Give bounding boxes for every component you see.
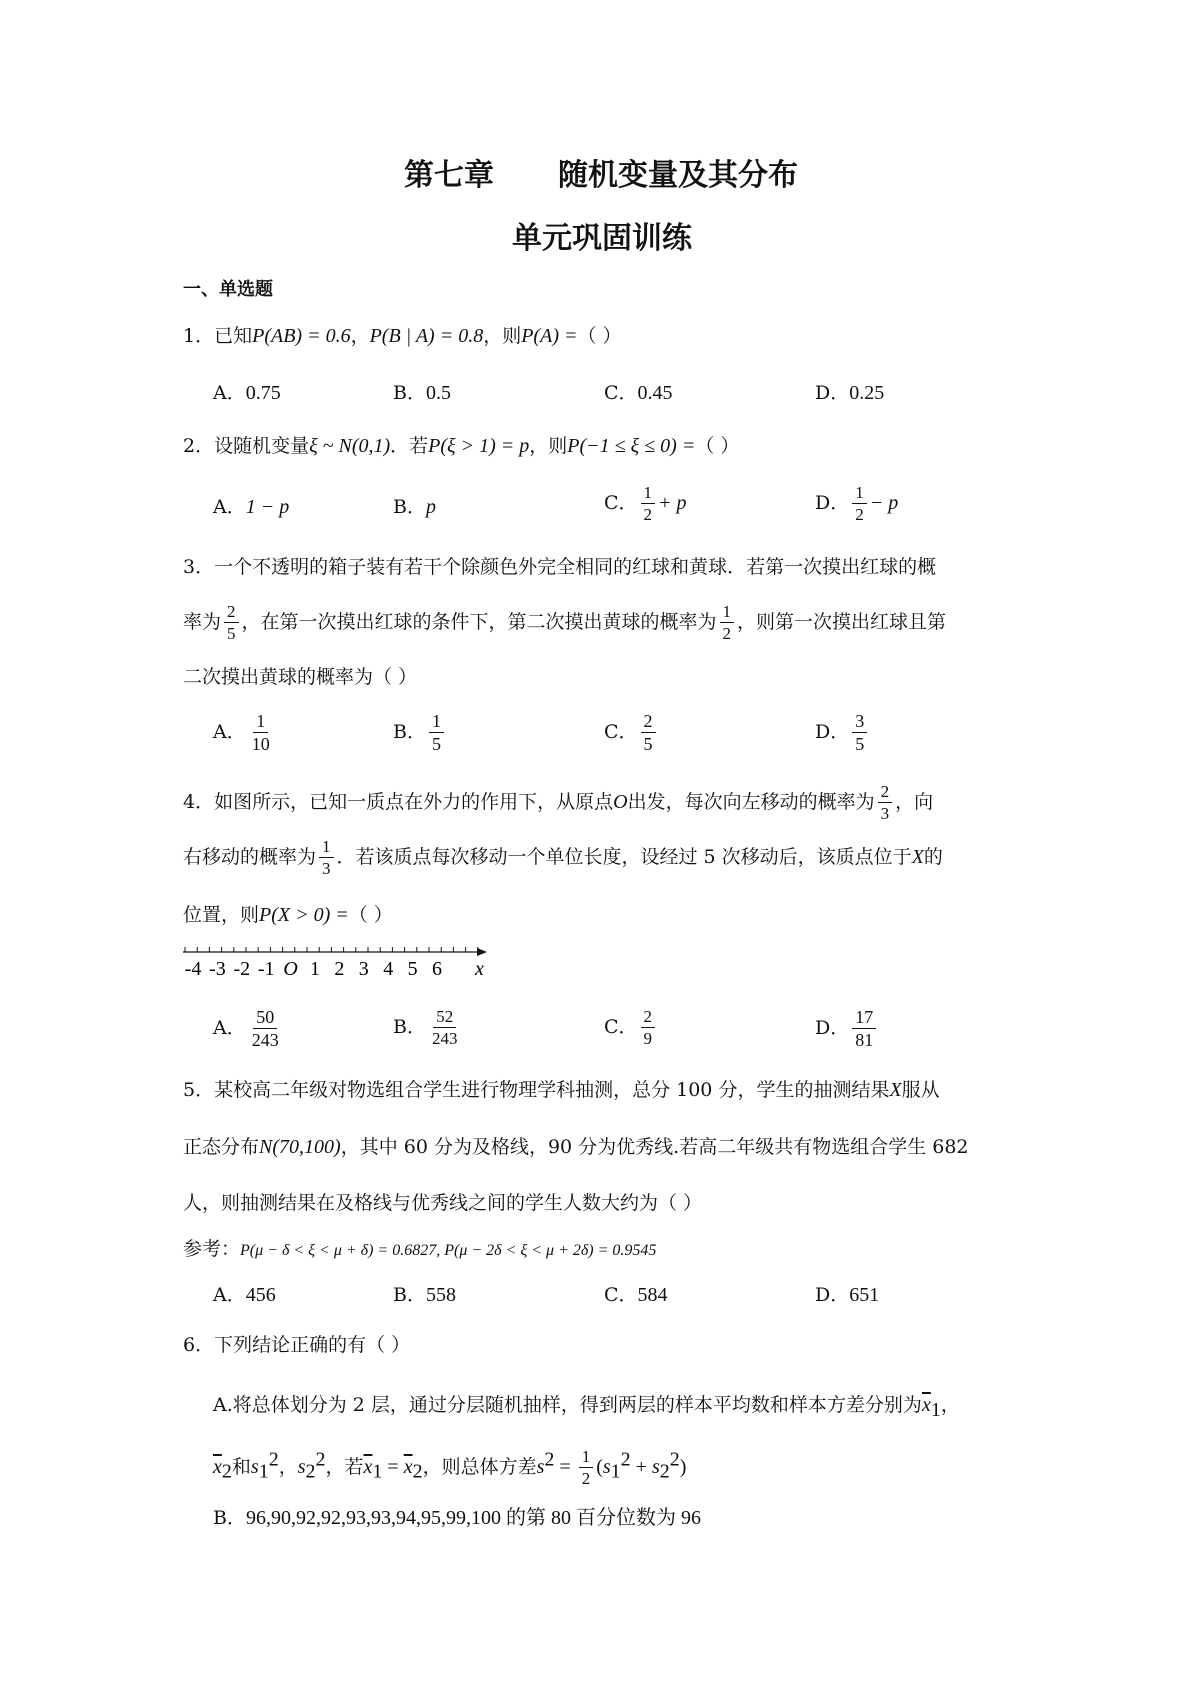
fraction: $\frac{1}{2}$ xyxy=(852,484,867,524)
number-line-label: -2 xyxy=(233,958,251,980)
number-line-arrow xyxy=(477,948,487,956)
question-5-stem-line-3: 人，则抽测结果在及格线与优秀线之间的学生人数大约为（ ） xyxy=(183,1192,703,1214)
math-expression: P(−1 ≤ ξ ≤ 0) = xyxy=(567,435,696,457)
question-2-option-c: C． $\frac{1}{2}$ + p xyxy=(604,483,687,524)
number-line-label: 3 xyxy=(358,958,369,980)
question-6-option-a-line-2: $\overline{x}_2$和$s_1^2$，$s_2^2$，若$\overline{x}_1 = \overline{x}_2$，则总体方差$s^2$ = $\frac{1}{2}$ $(s_1^2 + s_2^2)$ xyxy=(213,1447,687,1488)
question-3-stem-line-1: 3．一个不透明的箱子装有若干个除颜色外完全相同的红球和黄球．若第一次摸出红球的概 xyxy=(183,556,937,578)
fraction: $\frac{2}{3}$ xyxy=(878,783,893,823)
fraction: $\frac{2}{5}$ xyxy=(641,712,656,754)
fraction: $\frac{1}{2}$ xyxy=(641,484,656,524)
question-6-stem: 6．下列结论正确的有（ ） xyxy=(183,1334,411,1356)
math-expression: P(A) = xyxy=(521,325,578,347)
chapter-label: 第七章 xyxy=(404,158,494,193)
question-5-stem-line-2: 正态分布N(70,100)，其中 60 分为及格线，90 分为优秀线.若高二年级共有物选组合学生 682 xyxy=(183,1136,969,1158)
math-expression: P(μ − δ < ξ < μ + δ) = 0.6827, P(μ − 2δ < ξ < μ + 2δ) = 0.9545 xyxy=(240,1242,657,1259)
question-1-stem: 1．已知P(AB) = 0.6，P(B | A) = 0.8，则P(A) =（ ） xyxy=(183,325,622,347)
fraction: $\frac{50}{243}$ xyxy=(251,1007,279,1050)
math-expression: P(X > 0) = xyxy=(259,904,349,926)
question-1-option-c: C．0.45 xyxy=(604,382,673,404)
question-3-option-c: C． $\frac{2}{5}$ xyxy=(604,712,659,754)
question-2-option-b: B．p xyxy=(393,496,436,518)
fraction: $\frac{2}{5}$ xyxy=(224,603,239,643)
question-number: 3． xyxy=(183,556,215,578)
question-3-option-a: A． $\frac{1}{10}$ xyxy=(213,712,276,754)
question-5-option-d: D．651 xyxy=(815,1284,880,1306)
chapter-topic: 随机变量及其分布 xyxy=(558,158,798,193)
axis-variable: x xyxy=(475,958,484,980)
question-2-option-a: A．1 − p xyxy=(213,496,290,518)
question-4-stem-line-1: 4．如图所示，已知一质点在外力的作用下，从原点O出发，每次向左移动的概率为 $\frac{2}{3}$ ，向 xyxy=(183,782,934,823)
question-5-reference: 参考：P(μ − δ < ξ < μ + δ) = 0.6827, P(μ − 2δ < ξ < μ + 2δ) = 0.9545 xyxy=(183,1238,657,1260)
question-3-stem-line-3: 二次摸出黄球的概率为（ ） xyxy=(183,666,418,688)
page-subtitle: 单元巩固训练 xyxy=(512,221,692,256)
fraction: $\frac{17}{81}$ xyxy=(852,1008,876,1050)
fraction: $\frac{1}{10}$ xyxy=(251,711,270,754)
question-6-option-b: B．96,90,92,92,93,93,94,95,99,100 的第 80 百分位数为 96 xyxy=(213,1507,701,1529)
number-line-figure xyxy=(183,945,493,987)
section-heading: 一、单选题 xyxy=(183,279,273,300)
question-3-option-b: B． $\frac{1}{5}$ xyxy=(393,712,447,754)
question-4-option-c: C． $\frac{2}{9}$ xyxy=(604,1008,658,1048)
number-line-label: O xyxy=(283,958,298,980)
question-4-option-b: B． $\frac{52}{243}$ xyxy=(393,1008,463,1048)
fraction: $\frac{3}{5}$ xyxy=(852,712,867,754)
question-4-option-a: A． $\frac{50}{243}$ xyxy=(213,1008,285,1050)
number-line-label: 5 xyxy=(407,958,418,980)
number-line-label: 4 xyxy=(383,958,394,980)
fraction: $\frac{1}{5}$ xyxy=(429,712,444,754)
fraction: $\frac{1}{2}$ xyxy=(579,1448,594,1488)
question-3-stem-line-2: 率为 $\frac{2}{5}$ ，在第一次摸出红球的条件下，第二次摸出黄球的概率为 $\frac{1}{2}$ ，则第一次摸出红球且第 xyxy=(183,602,947,643)
number-line-label: 6 xyxy=(432,958,442,980)
math-expression: N(70,100) xyxy=(259,1136,341,1158)
math-expression: P(B | A) = 0.8 xyxy=(369,325,484,347)
question-6-option-a-line-1: A.将总体划分为 2 层，通过分层随机抽样，得到两层的样本平均数和样本方差分别为$\overline{x}_1$， xyxy=(213,1394,960,1421)
question-4-option-d: D． $\frac{17}{81}$ xyxy=(815,1008,879,1050)
question-4-stem-line-2: 右移动的概率为 $\frac{1}{3}$ ．若该质点每次移动一个单位长度，设经过 5 次移动后，该质点位于X的 xyxy=(183,837,943,878)
question-5-stem-line-1: 5．某校高二年级对物选组合学生进行物理学科抽测，总分 100 分，学生的抽测结果X服从 xyxy=(183,1079,940,1101)
question-number: 6． xyxy=(183,1334,215,1356)
question-5-option-b: B．558 xyxy=(393,1284,456,1306)
fraction: $\frac{2}{9}$ xyxy=(641,1008,656,1048)
number-line-label: -3 xyxy=(209,958,226,980)
question-number: 5． xyxy=(183,1079,215,1101)
question-4-stem-line-3: 位置，则P(X > 0) =（ ） xyxy=(183,904,393,926)
fraction: $\frac{52}{243}$ xyxy=(431,1007,458,1048)
question-1-option-a: A．0.75 xyxy=(213,382,281,404)
question-2-option-d: D． $\frac{1}{2}$ − p xyxy=(815,483,899,524)
question-2-stem: 2．设随机变量ξ ~ N(0,1)．若P(ξ > 1) = p，则P(−1 ≤ ξ ≤ 0) =（ ） xyxy=(183,435,740,457)
question-1-option-b: B．0.5 xyxy=(393,382,451,404)
number-line-label: -4 xyxy=(184,958,202,980)
math-expression: P(ξ > 1) = p xyxy=(428,435,530,457)
fraction: $\frac{1}{3}$ xyxy=(319,838,334,878)
question-3-option-d: D． $\frac{3}{5}$ xyxy=(815,712,870,754)
question-1-option-d: D．0.25 xyxy=(815,382,885,404)
question-5-option-c: C．584 xyxy=(604,1284,668,1306)
fraction: $\frac{1}{2}$ xyxy=(720,603,735,643)
number-line-label: 2 xyxy=(334,958,345,980)
math-expression: ξ ~ N(0,1) xyxy=(309,435,391,457)
question-number: 2． xyxy=(183,435,215,457)
question-number: 4． xyxy=(183,790,215,813)
math-expression: P(AB) = 0.6 xyxy=(252,325,351,347)
number-line-label: 1 xyxy=(310,958,320,980)
question-5-option-a: A．456 xyxy=(213,1284,276,1306)
question-number: 1． xyxy=(183,325,215,347)
number-line-label: -1 xyxy=(257,958,275,980)
